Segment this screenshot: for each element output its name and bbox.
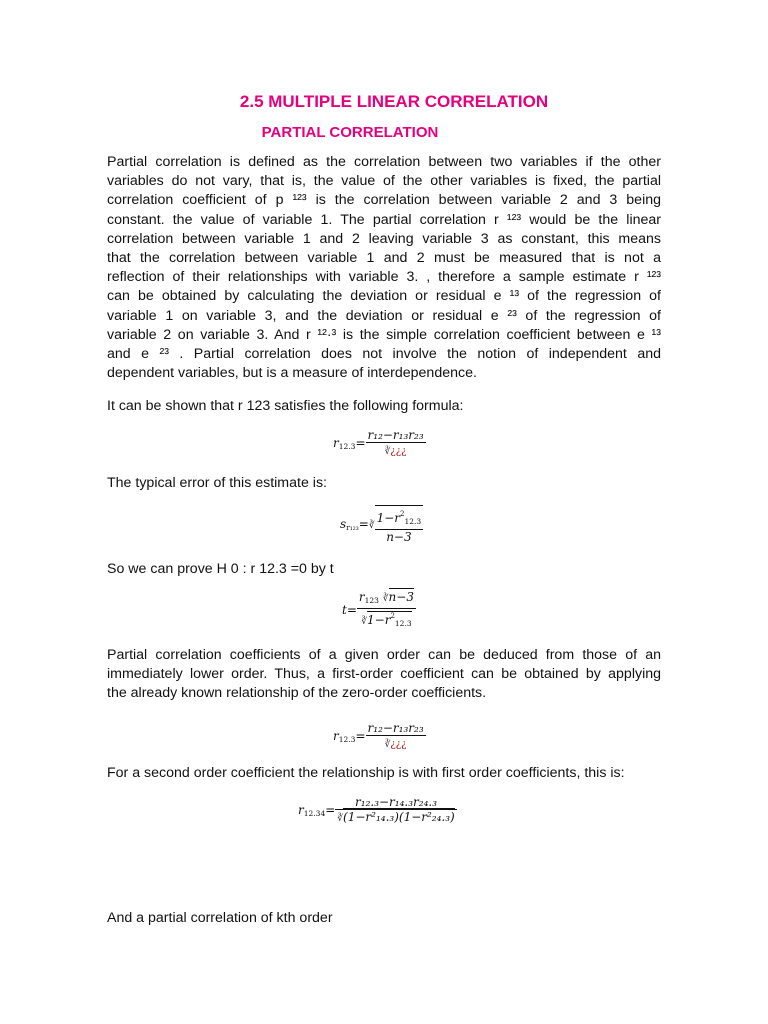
formula-fraction (357, 590, 416, 631)
formula-numerator: r123 ∛n−3 (357, 590, 416, 609)
paragraph-line: variable 1 on variable 3, and the deviation or residual e ²³ of the regression of (107, 307, 661, 324)
formula-numerator: r₁₂.₃−r₁₄.₃r₂₄.₃ (335, 795, 456, 810)
formula-fraction (335, 795, 456, 826)
paragraph-line: correlation coefficient of p ¹²³ is the correlation between variable 2 and 3 being (107, 192, 661, 209)
paragraph-line: immediately lower order. Thus, a first-order coefficient can be obtained by applying (107, 666, 661, 683)
formula-denominator: ∛¿¿¿ (384, 739, 407, 750)
paragraph-hypothesis-test: So we can prove H 0 : r 12.3 =0 by t (107, 561, 334, 577)
paragraph-line: Partial correlation coefficients of a given order can be deduced from those of an (107, 647, 661, 663)
formula-denominator: $∛1-r^212.3$ (361, 612, 412, 628)
paragraph-line: and e ²³ . Partial correlation does not involve the notion of independent and (107, 346, 661, 363)
paragraph-formula-intro: It can be shown that r 123 satisfies the following formula: (107, 398, 464, 414)
section-title: 2.5 MULTIPLE LINEAR CORRELATION (239, 92, 549, 111)
formula-fraction (366, 721, 426, 752)
formula-lhs-subscript: r₁₂₃ (346, 523, 359, 532)
formula-first-order: r12.3= $\frac{\text{r₁₂−r₁₃r₂₃}}{∛¿¿¿}$ (333, 721, 424, 750)
paragraph-line: the already known relationship of the zero-order coefficients. (107, 685, 487, 702)
formula-lhs: r (298, 803, 304, 817)
formula-denominator-glyphs: ¿¿¿ (390, 446, 407, 457)
formula-numerator-r: r (358, 590, 365, 604)
section-subtitle: PARTIAL CORRELATION (261, 124, 439, 141)
paragraph-line: dependent variables, but is a measure of interdependence. (107, 365, 477, 382)
paragraph-partial-coefficients-order (107, 646, 661, 704)
paragraph-line: correlation between variable 1 and 2 leaving variable 3 as constant, this means (107, 230, 661, 247)
formula-numerator (375, 507, 424, 530)
formula-lhs-subscript: 12.34 (303, 809, 326, 818)
formula-denominator-radicand: (1−r²₁₄.₃)(1−r²₂₄.₃) (343, 810, 455, 824)
paragraph-typical-error: The typical error of this estimate is: (107, 475, 327, 491)
paragraph-partial-correlation-definition (107, 153, 661, 383)
formula-denominator: ∛¿¿¿ (384, 446, 407, 457)
formula-denominator-text: 1−r (367, 613, 391, 627)
formula-lhs: s (340, 517, 347, 531)
formula-numerator-sub: 123 (364, 596, 379, 605)
formula-denominator: ∛(1−r²₁₄.₃)(1−r²₂₄.₃) (337, 810, 455, 824)
paragraph-line: can be obtained by calculating the deviation or residual e ¹³ of the regression of (107, 288, 661, 305)
formula-lhs-subscript: 12.3 (338, 442, 356, 451)
formula-denominator-sub: 12.3 (394, 619, 412, 628)
formula-denominator-glyphs: ¿¿¿ (390, 739, 407, 750)
paragraph-second-order: For a second order coefficient the relationship is with first order coefficients, this is: (107, 765, 625, 781)
paragraph-line: constant. the value of variable 1. The partial correlation r ¹²³ would be the linear (107, 211, 661, 228)
formula-lhs-subscript: 12.3 (338, 735, 356, 744)
formula-numerator: r₁₂−r₁₃r₂₃ (367, 428, 424, 442)
paragraph-line: reflection of their relationships with variable 3. , therefore a sample estimate r ¹²³ (107, 269, 661, 286)
formula-numerator-sub: 12.3 (404, 517, 422, 526)
formula-fraction (375, 505, 424, 544)
formula-denominator-sup: 2 (390, 612, 395, 620)
formula-numerator-text: 1−r (376, 511, 401, 525)
paragraph-kth-order: And a partial correlation of kth order (107, 910, 333, 926)
formula-lhs: r (333, 436, 339, 450)
formula-denominator: n−3 (386, 530, 412, 544)
formula-partial-correlation: r12.3= $\frac{\text{r₁₂−r₁₃r₂₃}}{∛¿¿¿}$ (333, 428, 424, 457)
formula-standard-error: sr₁₂₃=∛ $\frac{1-r^212.3}{n-3}$ (340, 505, 423, 544)
formula-t-statistic: t= $\frac{r123 ∛n-3}{∛1-r^212.3}$ (342, 590, 416, 631)
formula-fraction (366, 428, 426, 459)
paragraph-line: variable 2 on variable 3. And r ¹²·³ is the simple correlation coefficient between e ¹³ (107, 326, 661, 343)
formula-denominator-radicand (367, 611, 412, 627)
formula-numerator-sup: 2 (400, 510, 405, 518)
paragraph-line: that the correlation between variable 1 and 2 must be measured that is not a (107, 250, 661, 267)
formula-second-order: r12.34= $\frac{\text{r₁₂.₃−r₁₄.₃r₂₄.₃}}{\text{∛(1−r²₁₄.₃)(1−r²₂₄.₃)}}$ (298, 795, 455, 824)
formula-numerator-radicand: n−3 (388, 590, 414, 604)
formula-lhs: t (342, 603, 347, 617)
paragraph-line: Partial correlation is defined as the correlation between two variables if the other (107, 154, 661, 170)
formula-lhs: r (333, 729, 339, 743)
paragraph-line: variables do not vary, that is, the value of the other variables is fixed, the partial (107, 173, 661, 190)
formula-numerator: r₁₂−r₁₃r₂₃ (367, 721, 424, 735)
